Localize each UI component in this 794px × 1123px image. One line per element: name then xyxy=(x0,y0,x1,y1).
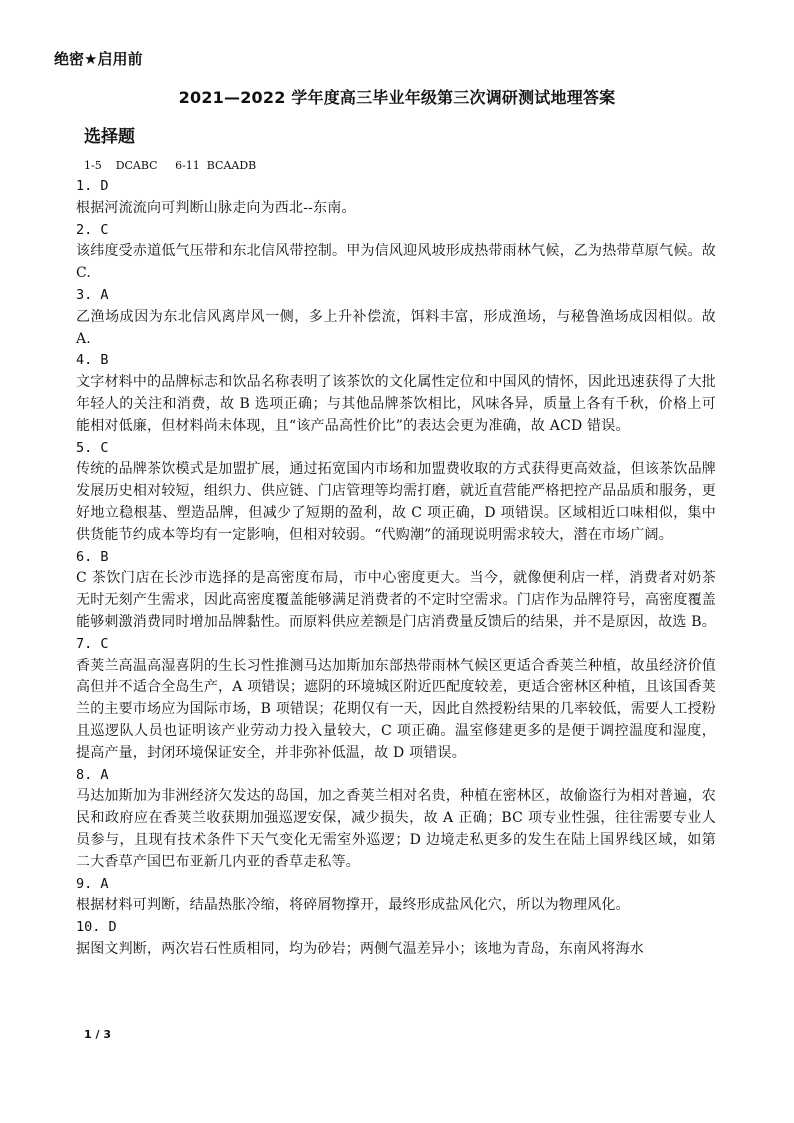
question-explanation: 该纬度受赤道低气压带和东北信风带控制。甲为信风迎风坡形成热带雨林气候，乙为热带草原气候。故 C. xyxy=(76,243,716,282)
question-explanation: 根据材料可判断，结晶热胀冷缩，将碎屑物撑开，最终形成盐风化穴，所以为物理风化。 xyxy=(76,897,630,914)
question-item xyxy=(76,350,716,437)
question-explanation: 据图文判断，两次岩石性质相同，均为砂岩；两侧气温差异小；该地为青岛，东南风将海水 xyxy=(76,940,644,957)
question-item xyxy=(76,917,716,961)
question-number: 2. C xyxy=(76,221,109,238)
question-explanation: 乙渔场成因为东北信风离岸风一侧，多上升补偿流，饵料丰富，形成渔场，与秘鲁渔场成因相似。故 A. xyxy=(76,308,716,347)
question-number: 7. C xyxy=(76,635,109,652)
question-explanation: 香荚兰高温高湿喜阴的生长习性推测马达加斯加东部热带雨林气候区更适合香荚兰种植，故虽经济价值高但并不适合全岛生产，A 项错误；遮阴的环境城区附近匹配度较差，更适合密林区种植，且该国香荚兰的主要市场应为国际市场，B 项错误；花期仅有一天，因此自然授粉结果的几率较低，需要人工授粉且巡逻队人员也证明该产业劳动力投入量较大，C 项正确。温室修建更多的是便于调控温度和湿度，提高产量，封闭环境保证安全，并非弥补低温，故 D 项错误。 xyxy=(76,657,716,761)
page-number: 1 / 3 xyxy=(84,1028,111,1041)
question-explanation: C 茶饮门店在长沙市选择的是高密度布局，市中心密度更大。当今，就像便利店一样，消费者对奶茶无时无刻产生需求，因此高密度覆盖能够满足消费者的不定时空需求。门店作为品牌符号，高密度覆盖能够刺激消费同时增加品牌黏性。而原料供应差额是门店消费量反馈后的结果，并不是原因，故选 B。 xyxy=(76,570,716,630)
question-number: 10. D xyxy=(76,919,117,936)
question-explanation: 传统的品牌茶饮模式是加盟扩展，通过拓宽国内市场和加盟费收取的方式获得更高效益，但该茶饮品牌发展历史相对较短，组织力、供应链、门店管理等均需打磨，就近直营能严格把控产品品质和服务，更好地立稳根基、塑造品牌，但减少了短期的盈利，故 C 项正确，D 项错误。区域相近口味相似，集中供货能节约成本等均有一定影响，但相对较弱。“代购潮”的涌现说明需求较大，潜在市场广阔。 xyxy=(76,461,716,543)
question-number: 3. A xyxy=(76,286,109,303)
question-explanation: 马达加斯加为非洲经济欠发达的岛国，加之香荚兰相对名贵，种植在密林区，故偷盗行为相对普遍，农民和政府应在香荚兰收获期加强巡逻安保，减少损失，故 A 正确；BC 项专业性强，往往需要专业人员参与，且现有技术条件下天气变化无需室外巡逻；D 边境走私更多的发生在陆上国界线区域，如第二大香草产国巴布亚新几内亚的香草走私等。 xyxy=(76,788,716,870)
question-item xyxy=(76,874,716,918)
question-item xyxy=(76,634,716,765)
question-item xyxy=(76,765,716,874)
document-title: 2021—2022 学年度高三毕业年级第三次调研测试地理答案 xyxy=(178,88,616,107)
question-item xyxy=(76,438,716,547)
section-heading: 选择题 xyxy=(84,127,135,147)
question-item xyxy=(76,547,716,634)
question-number: 9. A xyxy=(76,875,109,892)
question-number: 1. D xyxy=(76,178,109,194)
question-item xyxy=(76,285,716,350)
answer-summary: 1-5 DCABC 6-11 BCAADB xyxy=(84,159,257,172)
question-number: 4. B xyxy=(76,352,109,369)
question-explanation: 文字材料中的品牌标志和饮品名称表明了该茶饮的文化属性定位和中国风的情怀，因此迅速获得了大批年轻人的关注和消费，故 B 选项正确；与其他品牌茶饮相比，风味各异，质量上各有千秋，价格上可能相对低廉，但材料尚未体现，且“该产品高性价比”的表达会更为准确，故 ACD 错误。 xyxy=(76,374,716,434)
question-item xyxy=(76,220,716,285)
question-explanation: 根据河流流向可判断山脉走向为西北--东南。 xyxy=(76,199,356,216)
question-number: 8. A xyxy=(76,766,109,783)
question-number: 6. B xyxy=(76,548,109,565)
confidential-label: 绝密★启用前 xyxy=(54,50,143,68)
question-item xyxy=(76,176,716,220)
answer-list xyxy=(76,176,716,961)
question-number: 5. C xyxy=(76,439,109,456)
